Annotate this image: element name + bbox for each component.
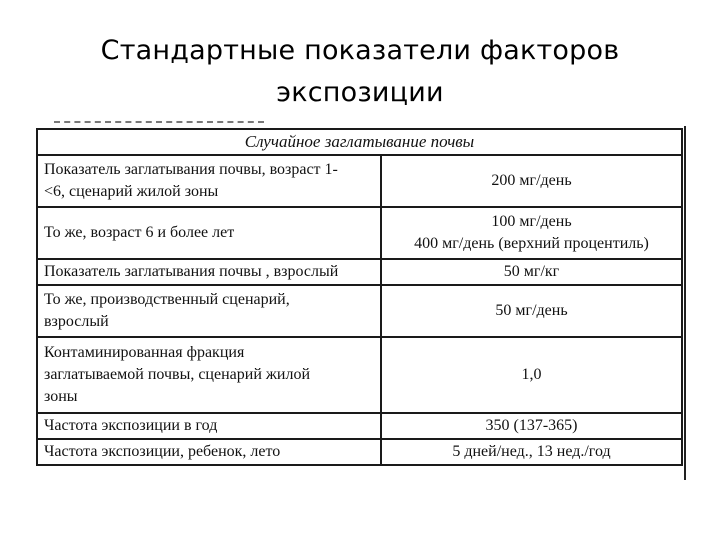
param-text: заглатываемой почвы, сценарий жилой [44,366,311,383]
exposure-factors-table [36,128,683,466]
value-text: 200 мг/день [491,172,572,189]
table-row [37,439,682,465]
param-text: Частота экспозиции в год [44,417,218,434]
value-text: 5 дней/нед., 13 нед./год [452,443,611,460]
slide-title-line-2: экспозиции [276,77,444,108]
param-text: То же, возраст 6 и более лет [44,224,235,241]
param-text: Контаминированная фракция [44,344,245,361]
value-cell [381,155,682,207]
value-cell [381,413,682,439]
value-text: 350 (137-365) [485,417,578,434]
table-header-row [37,129,682,155]
param-cell [37,337,381,413]
value-cell [381,285,682,337]
value-cell [381,337,682,413]
param-text: взрослый [44,313,109,330]
value-text: 100 мг/день [491,213,572,230]
param-cell [37,259,381,285]
table-row [37,207,682,259]
value-text: 400 мг/день (верхний процентиль) [414,235,649,252]
scanned-table-image [36,118,686,480]
table-row [37,259,682,285]
param-text: Частота экспозиции, ребенок, лето [44,443,281,460]
param-text: То же, производственный сценарий, [44,291,290,308]
param-text: <6, сценарий жилой зоны [44,183,219,200]
param-cell [37,207,381,259]
table-row [37,155,682,207]
value-text: 50 мг/кг [503,263,560,280]
param-cell [37,439,381,465]
value-cell [381,439,682,465]
value-cell [381,207,682,259]
scan-edge-line [684,126,686,480]
value-text: 1,0 [521,366,542,383]
slide-title [0,30,720,114]
param-cell [37,155,381,207]
table-header: Случайное заглатывание почвы [37,129,682,155]
param-text: зоны [44,388,78,405]
value-text: 50 мг/день [495,302,568,319]
table-row [37,285,682,337]
param-text: Показатель заглатывания почвы, возраст 1- [44,161,338,178]
value-cell [381,259,682,285]
scan-artifact-dashes [54,121,264,126]
param-cell [37,285,381,337]
param-cell [37,413,381,439]
param-text: Показатель заглатывания почвы , взрослый [44,263,339,280]
table-row [37,337,682,413]
slide-title-line-1: Стандартные показатели факторов [100,35,620,66]
table-row [37,413,682,439]
